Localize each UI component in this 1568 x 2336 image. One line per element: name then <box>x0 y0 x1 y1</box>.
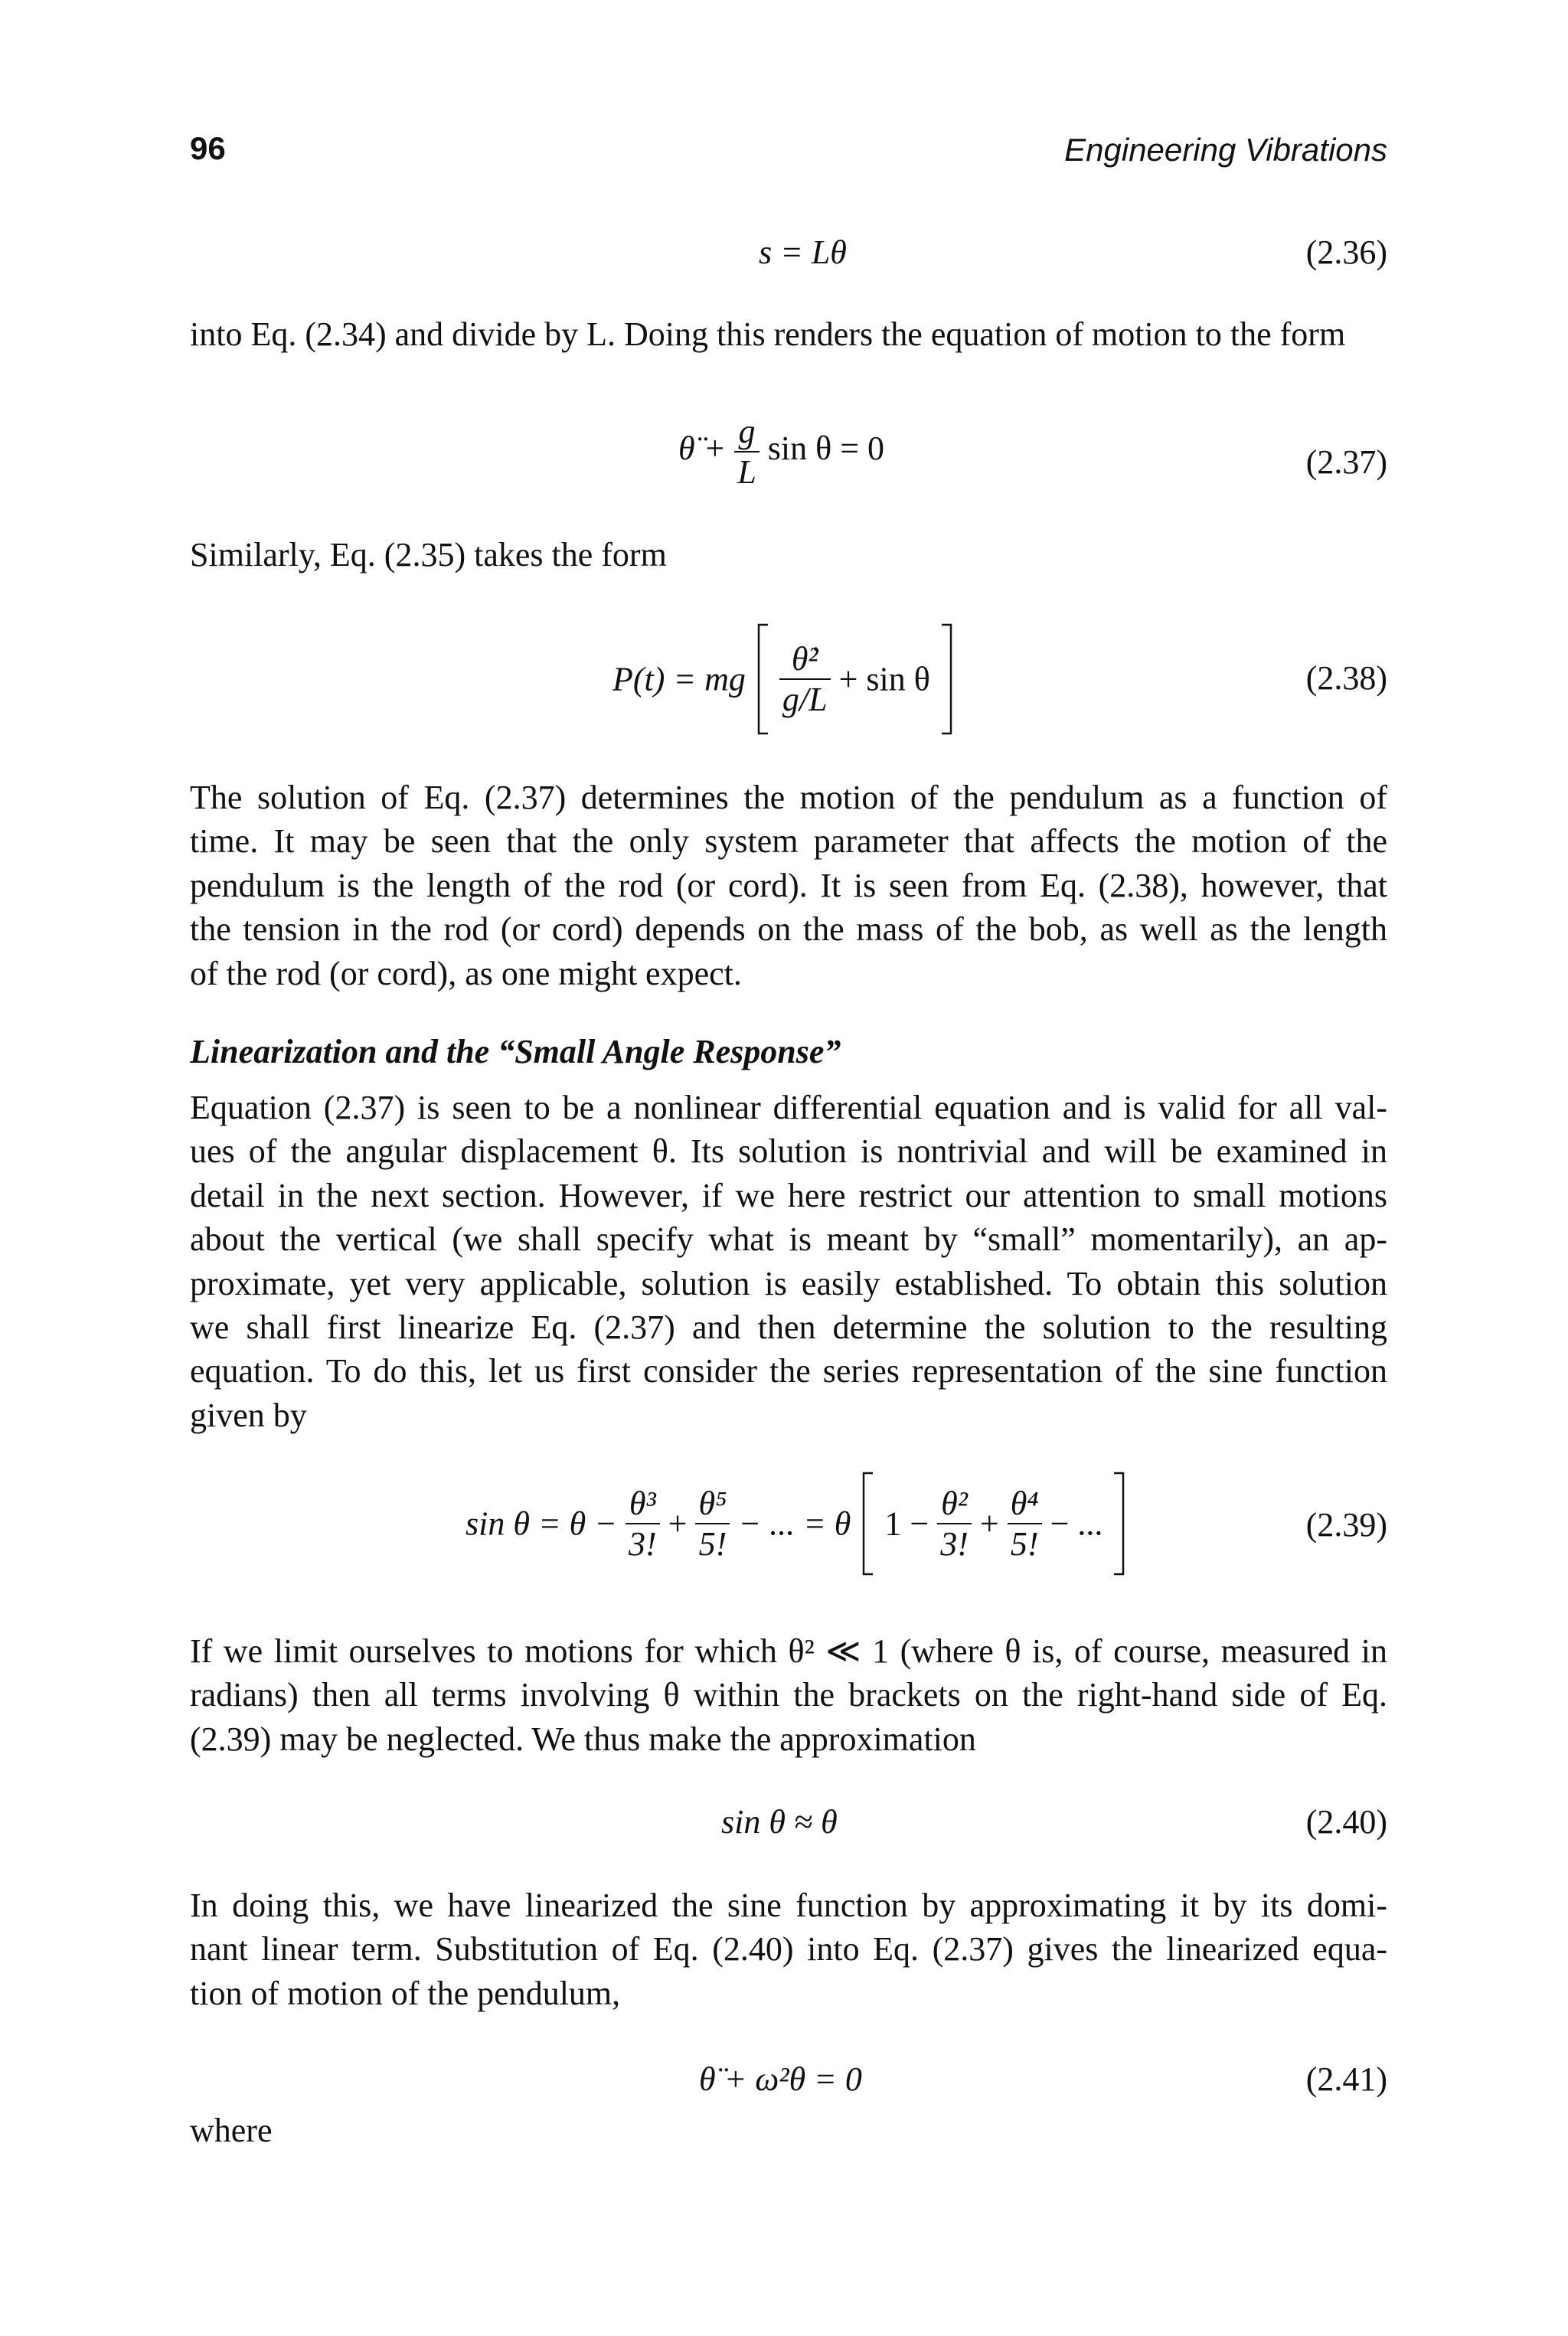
fraction <box>779 639 831 719</box>
text-line: ues of the angular displacement θ. Its solution is nontrivial and will be examined in <box>190 1132 1387 1171</box>
text-line: The solution of Eq. (2.37) determines the motion of the pendulum as a function of <box>190 779 1387 816</box>
text-line: of the rod (or cord), as one might expect. <box>190 954 742 992</box>
right-bracket <box>939 622 956 737</box>
page-number: 96 <box>190 130 226 166</box>
text-line: about the vertical (we shall specify what is meant by “small” momentarily), an ap- <box>190 1220 1387 1259</box>
text-line: we shall first linearize Eq. (2.37) and then determine the solution to the resulting <box>190 1308 1387 1347</box>
equation-term: 1 − <box>884 1505 929 1543</box>
equation-number: (2.36) <box>1305 234 1387 271</box>
running-header: Engineering Vibrations <box>1064 132 1387 168</box>
equation-body: θ̈ + ω²θ = 0 <box>699 2060 862 2098</box>
paragraph: into Eq. (2.34) and divide by L. Doing this renders the equation of motion to the form <box>190 315 1346 353</box>
equation-number: (2.41) <box>1305 2060 1387 2098</box>
equation-body <box>612 622 956 737</box>
fraction <box>626 1484 660 1563</box>
text-line: pendulum is the length of the rod (or cord). It is seen from Eq. (2.38), however, that <box>190 866 1387 904</box>
fraction-denominator: 5! <box>698 1525 727 1563</box>
fraction-numerator: θ³ <box>626 1484 660 1524</box>
fraction-numerator: θ⁴ <box>1008 1484 1042 1524</box>
equation-term: + <box>979 1505 999 1543</box>
equation-number: (2.38) <box>1305 659 1387 697</box>
paragraph: Similarly, Eq. (2.35) takes the form <box>190 536 667 573</box>
text-line: Equation (2.37) is seen to be a nonlinear differential equation and is valid for all val- <box>190 1089 1387 1126</box>
paragraph <box>190 1086 1387 1437</box>
equation-body: s = Lθ <box>759 234 847 271</box>
fraction-numerator: θ̇² <box>779 639 831 680</box>
equation-term: sin θ = θ − <box>466 1505 617 1543</box>
paragraph: where <box>190 2112 273 2149</box>
text-line: tion of motion of the pendulum, <box>190 1974 621 2012</box>
paragraph <box>190 1884 1387 2015</box>
equation-term: sin θ = 0 <box>767 430 885 468</box>
fraction <box>734 412 759 492</box>
text-line: In doing this, we have linearized the sine function by approximating it by its domi- <box>190 1887 1387 1924</box>
text-line: given by <box>190 1396 307 1434</box>
equation-term: − ... <box>1050 1505 1103 1543</box>
equation-term: P(t) = mg <box>612 660 746 698</box>
right-bracket <box>1111 1470 1128 1577</box>
text-line: proximate, yet very applicable, solution is easily established. To obtain this solution <box>190 1264 1387 1302</box>
fraction-numerator: g <box>734 412 759 452</box>
text-line: equation. To do this, let us first consider the series representation of the sine function <box>190 1352 1387 1390</box>
fraction-denominator: 5! <box>1010 1525 1039 1563</box>
text-line: detail in the next section. However, if we here restrict our attention to small motions <box>190 1176 1387 1214</box>
text-line: radians) then all terms involving θ within the brackets on the right-hand side of Eq. <box>190 1676 1387 1714</box>
text-line: the tension in the rod (or cord) depends on the mass of the bob, as well as the length <box>190 910 1387 949</box>
equation-number: (2.37) <box>1305 443 1387 481</box>
fraction-denominator: 3! <box>940 1525 969 1563</box>
text-line: If we limit ourselves to motions for which θ² ≪ 1 (where θ is, of course, measured in <box>190 1632 1387 1670</box>
equation-term: + sin θ <box>838 660 930 698</box>
equation-body: sin θ ≈ θ <box>721 1803 838 1841</box>
section-subheading: Linearization and the “Small Angle Response” <box>190 1033 841 1070</box>
fraction-numerator: θ⁵ <box>695 1484 730 1524</box>
text-line: time. It may be seen that the only system parameter that affects the motion of the <box>190 822 1387 861</box>
fraction-denominator: g/L <box>782 681 828 718</box>
equation-number: (2.40) <box>1305 1803 1387 1841</box>
fraction-denominator: 3! <box>628 1525 657 1563</box>
equation-term: θ̈ + <box>678 430 727 468</box>
left-bracket <box>754 622 771 737</box>
paragraph <box>190 776 1387 995</box>
fraction <box>937 1484 972 1563</box>
fraction-numerator: θ² <box>937 1484 972 1524</box>
equation-body <box>678 412 884 492</box>
fraction-denominator: L <box>737 453 756 491</box>
equation-term: − ... = θ <box>738 1505 851 1543</box>
equation-number: (2.39) <box>1305 1506 1387 1544</box>
paragraph <box>190 1629 1387 1761</box>
equation-term: + <box>668 1505 688 1543</box>
fraction <box>1008 1484 1042 1563</box>
text-line: nant linear term. Substitution of Eq. (2.40) into Eq. (2.37) gives the linearized equa- <box>190 1930 1387 1968</box>
text-line: (2.39) may be neglected. We thus make the approximation <box>190 1720 976 1758</box>
fraction <box>695 1484 730 1563</box>
equation-body <box>466 1470 1128 1577</box>
left-bracket <box>859 1470 876 1577</box>
